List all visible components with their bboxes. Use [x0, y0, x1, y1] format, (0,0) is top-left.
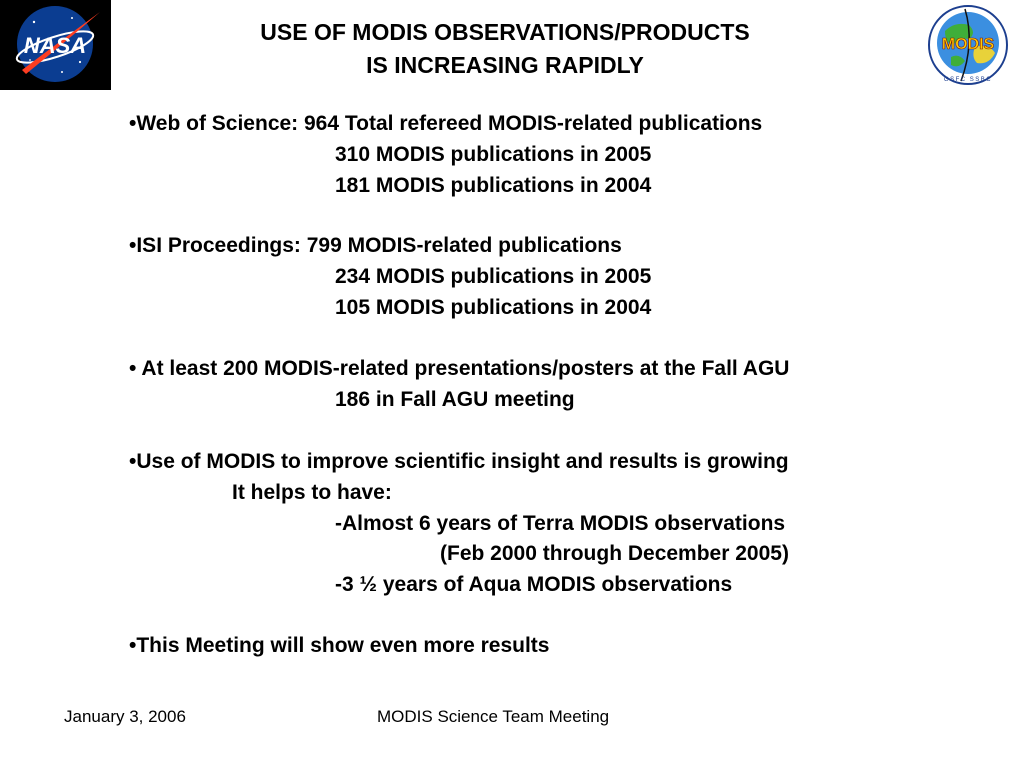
detail-line: It helps to have: [232, 481, 392, 504]
modis-logo-text: MODIS [941, 36, 995, 53]
detail-line: -Almost 6 years of Terra MODIS observations [335, 512, 786, 535]
nasa-logo-text: NASA [23, 33, 87, 58]
footer-date: January 3, 2006 [64, 707, 186, 726]
bullet-scientific-insight: •Use of MODIS to improve scientific insight and results is growing [129, 450, 789, 473]
detail-line: 181 MODIS publications in 2004 [335, 174, 652, 197]
bullet-web-of-science: •Web of Science: 964 Total refereed MODIS-related publications [129, 112, 763, 135]
detail-line: 105 MODIS publications in 2004 [335, 296, 652, 319]
slide-title-line-2: IS INCREASING RAPIDLY [366, 52, 644, 78]
slide-title-line-1: USE OF MODIS OBSERVATIONS/PRODUCTS [260, 19, 750, 45]
nasa-logo-icon [0, 0, 111, 90]
detail-line: 310 MODIS publications in 2005 [335, 143, 652, 166]
bullet-agu-presentations: • At least 200 MODIS-related presentations/posters at the Fall AGU [129, 357, 790, 380]
modis-logo-ring-text: GSFC SSBC [943, 77, 993, 83]
nasa-logo [0, 0, 111, 90]
detail-line: -3 ½ years of Aqua MODIS observations [335, 573, 733, 596]
modis-logo [925, 3, 1011, 87]
bullet-meeting-results: •This Meeting will show even more results [129, 634, 550, 657]
bullet-isi-proceedings: •ISI Proceedings: 799 MODIS-related publications [129, 234, 622, 257]
detail-line: 234 MODIS publications in 2005 [335, 265, 652, 288]
modis-logo-icon [925, 3, 1011, 87]
footer-event: MODIS Science Team Meeting [377, 707, 610, 726]
detail-line: 186 in Fall AGU meeting [335, 388, 575, 411]
detail-line: (Feb 2000 through December 2005) [440, 542, 789, 565]
